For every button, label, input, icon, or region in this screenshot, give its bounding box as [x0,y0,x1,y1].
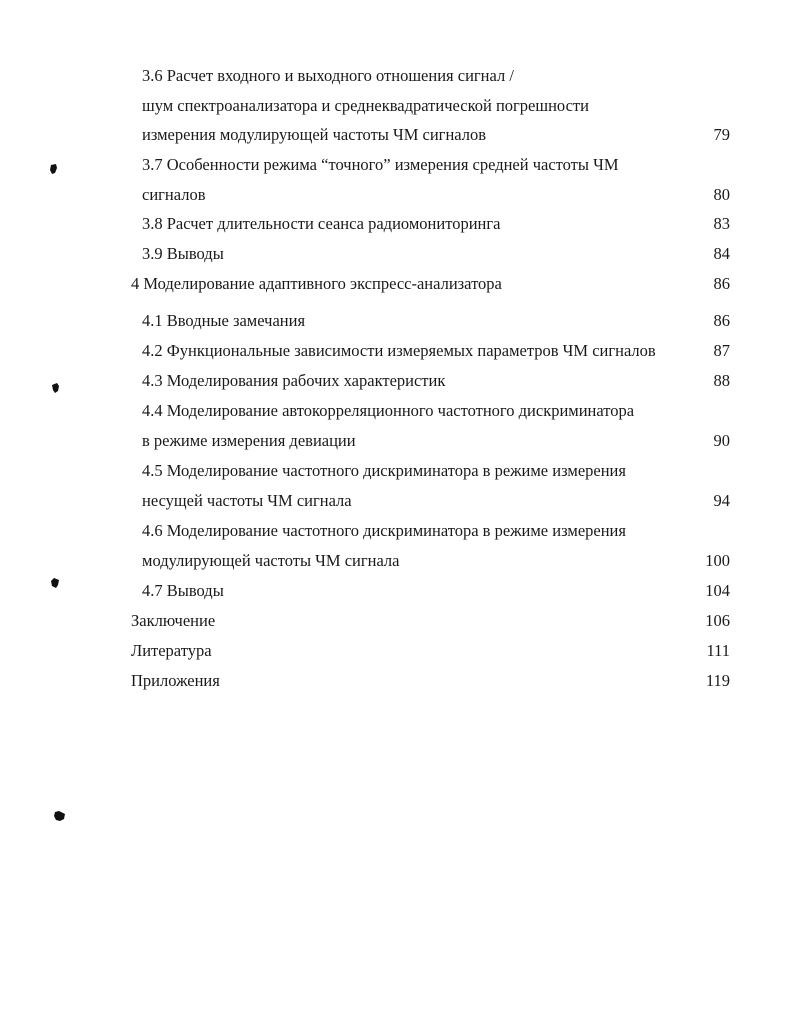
toc-entry-4-6-last [0,546,796,576]
toc-entry-text: 3.6 Расчет входного и выходного отношения сигнал / [142,66,514,85]
toc-page-number: 111 [706,641,730,660]
toc-entry-3-9 [0,239,796,269]
toc-page-number: 88 [713,371,730,390]
toc-page-number: 106 [705,611,730,630]
toc-entry-text: 4.1 Вводные замечания [142,311,306,330]
toc-entry-appendices [0,666,796,696]
toc-page-number: 90 [713,431,730,450]
toc-entry-text: 4.2 Функциональные зависимости измеряемых параметров ЧМ сигналов [142,341,656,360]
toc-entry-4 [0,269,796,299]
toc-entry-4-5-last [0,486,796,516]
toc-entry-3-7-last [0,180,796,210]
toc-page-number: 80 [713,185,730,204]
toc-entry-text: 4 Моделирование адаптивного экспресс-анализатора [131,274,502,293]
toc-entry-3-6 [0,61,796,91]
toc-entry-conclusion [0,606,796,636]
toc-entry-text: 4.7 Выводы [142,581,224,600]
toc-page-number: 87 [713,341,730,360]
toc-entry-text: 3.7 Особенности режима “точного” измерения средней частоты ЧМ [142,155,619,174]
toc-page-number: 84 [713,244,730,263]
toc-entry-text: несущей частоты ЧМ сигнала [142,491,352,510]
scan-hole-mark [49,164,58,175]
scan-hole-mark [51,578,60,589]
toc-page-number: 100 [705,551,730,570]
toc-entry-text: 4.5 Моделирование частотного дискриминатора в режиме измерения [142,461,626,480]
toc-page-number: 119 [705,671,730,690]
toc-entry-text: Заключение [131,611,216,630]
toc-entry-text: 4.3 Моделирования рабочих характеристик [142,371,446,390]
toc-entry-3-7 [0,150,796,180]
toc-page-number: 104 [705,581,730,600]
toc-entry-references [0,636,796,666]
toc-entry-3-6-last [0,120,796,150]
scan-hole-mark [54,811,66,822]
toc-entry-4-1 [0,306,796,336]
toc-page-number: 79 [713,125,730,144]
toc-entry-text: сигналов [142,185,206,204]
toc-entry-4-6 [0,516,796,546]
toc-page-number: 86 [713,274,730,293]
toc-entry-text: Литература [131,641,212,660]
toc-entry-text: 4.4 Моделирование автокорреляционного частотного дискриминатора [142,401,635,420]
toc-entry-text: 3.8 Расчет длительности сеанса радиомониторинга [142,214,501,233]
toc-entry-text: 3.9 Выводы [142,244,224,263]
toc-entry-3-6-cont [0,91,796,121]
toc-entry-text: модулирующей частоты ЧМ сигнала [142,551,400,570]
toc-entry-text: в режиме измерения девиации [142,431,356,450]
toc-entry-text: Приложения [131,671,220,690]
toc-entry-text: измерения модулирующей частоты ЧМ сигналов [142,125,487,144]
toc-entry-4-5 [0,456,796,486]
toc-entry-4-4-last [0,426,796,456]
toc-entry-4-2 [0,336,796,366]
toc-entry-4-3 [0,366,796,396]
toc-entry-text: шум спектроанализатора и среднеквадратической погрешности [142,96,589,115]
toc-entry-4-4 [0,396,796,426]
scan-hole-mark [51,383,60,394]
toc-entry-text: 4.6 Моделирование частотного дискриминатора в режиме измерения [142,521,626,540]
toc-page-number: 94 [713,491,730,510]
toc-page-number: 86 [713,311,730,330]
toc-page-number: 83 [713,214,730,233]
toc-entry-3-8 [0,209,796,239]
toc-entry-4-7 [0,576,796,606]
